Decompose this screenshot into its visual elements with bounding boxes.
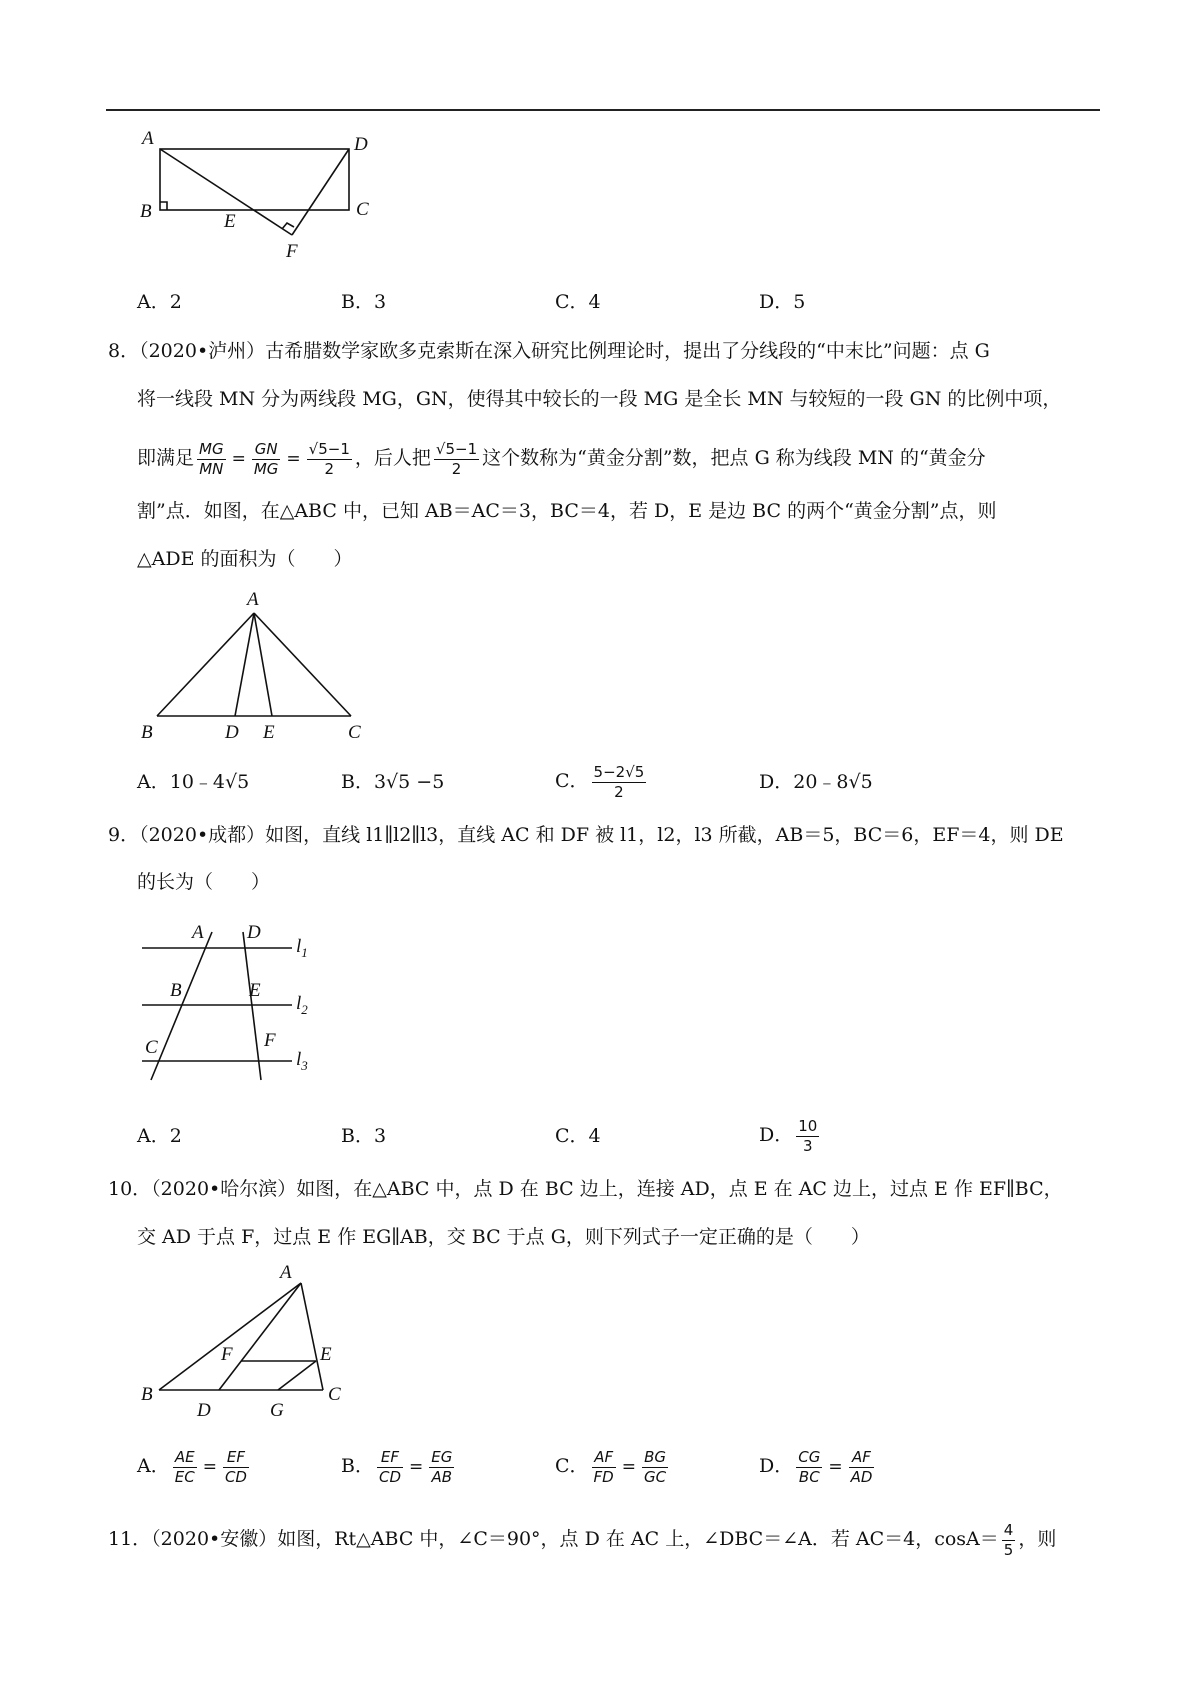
q10-label-F: F (221, 1344, 233, 1365)
q8-option-d[interactable]: D．20﹣8√5 (759, 771, 873, 793)
q10-option-a[interactable]: A． $\frac{AE}{EC}$ = $\frac{EF}{CD}$ (137, 1448, 247, 1486)
q10-label-E: E (320, 1344, 332, 1365)
q8-label-E: E (263, 722, 275, 741)
q10-line-1: 10．（2020•哈尔滨）如图，在△ABC 中，点 D 在 BC 边上，连接 AD，点 E 在 AC 边上，过点 E 作 EF∥BC， (108, 1178, 1063, 1200)
q10-option-b[interactable]: B． $\frac{EF}{CD}$ = $\frac{EG}{AB}$ (341, 1448, 453, 1486)
q7-label-A: A (142, 128, 154, 149)
q8-line-1: 8．（2020•泸州）古希腊数学家欧多克索斯在深入研究比例理论时，提出了分线段的“中末比”问题：点 G (108, 340, 990, 362)
q8-option-a[interactable]: A．10﹣4√5 (137, 771, 250, 793)
q8-label-D: D (225, 722, 239, 741)
q8-line-5: △ADE 的面积为（ ） (137, 548, 353, 570)
q9-label-E: E (249, 980, 261, 1001)
q10-label-G: G (270, 1400, 284, 1421)
q9-option-b[interactable]: B．3 (341, 1125, 387, 1147)
q9-label-B: B (170, 980, 182, 1001)
q10-label-A: A (280, 1262, 292, 1283)
q9-label-l2: $l_2$ (296, 993, 308, 1017)
q8-option-b[interactable]: B．3√5 −5 (341, 771, 445, 793)
q7-option-c[interactable]: C．4 (555, 291, 601, 313)
q10-label-D: D (197, 1400, 211, 1421)
q10-option-c[interactable]: C． $\frac{AF}{FD}$ = $\frac{BG}{GC}$ (555, 1448, 667, 1486)
q9-option-c[interactable]: C．4 (555, 1125, 601, 1147)
q10-label-B: B (141, 1384, 153, 1405)
q8-label-A: A (247, 589, 259, 610)
q9-line-1: 9．（2020•成都）如图，直线 l1∥l2∥l3，直线 AC 和 DF 被 l1，l2，l3 所截，AB＝5，BC＝6，EF＝4，则 DE (108, 824, 1064, 846)
q8-line-3: 即满足 $\frac{MG}{MN}$ = $\frac{GN}{MG}$ = $\frac{√5-1}{2}$ ，后人把 $\frac{√5-1}{2}$ 这个数称为“黄金分割”数，把点 G 称为线段 MN 的“黄金分 (137, 440, 986, 478)
q8-line-2: 将一线段 MN 分为两线段 MG，GN，使得其中较长的一段 MG 是全长 MN 与较短的一段 GN 的比例中项， (137, 388, 1062, 410)
q7-option-d[interactable]: D．5 (759, 291, 806, 313)
q7-option-b[interactable]: B．3 (341, 291, 387, 313)
q10-line-2: 交 AD 于点 F，过点 E 作 EG∥AB，交 BC 于点 G，则下列式子一定正确的是（ ） (137, 1226, 870, 1248)
q7-figure (136, 126, 396, 266)
q9-figure (132, 916, 332, 1086)
header-rule (106, 109, 1100, 111)
q10-option-d[interactable]: D． $\frac{CG}{BC}$ = $\frac{AF}{AD}$ (759, 1448, 873, 1486)
q7-label-C: C (356, 199, 369, 220)
q9-label-D: D (247, 922, 261, 943)
q10-label-C: C (328, 1384, 341, 1405)
q7-label-E: E (224, 211, 236, 232)
q9-line-2: 的长为（ ） (137, 871, 271, 893)
q8-label-B: B (141, 722, 153, 741)
q9-option-a[interactable]: A．2 (137, 1125, 182, 1147)
q9-label-A: A (192, 922, 204, 943)
q11-line-1: 11．（2020•安徽）如图，Rt△ABC 中，∠C＝90°，点 D 在 AC 上，∠DBC＝∠A．若 AC＝4，cosA＝ $\frac{4}{5}$ ，则 (108, 1521, 1057, 1559)
q8-label-C: C (348, 722, 361, 741)
q9-label-C: C (145, 1037, 158, 1058)
q7-label-B: B (140, 201, 152, 222)
q9-label-F: F (264, 1030, 276, 1051)
q8-figure (136, 586, 376, 741)
q10-figure (136, 1262, 366, 1422)
q8-line-4: 割”点．如图，在△ABC 中，已知 AB＝AC＝3，BC＝4，若 D，E 是边 BC 的两个“黄金分割”点，则 (137, 500, 997, 522)
q7-label-D: D (354, 134, 368, 155)
q9-label-l3: $l_3$ (296, 1049, 308, 1073)
q9-option-d[interactable]: D． $\frac{10}{3}$ (759, 1117, 818, 1155)
q7-label-F: F (286, 241, 298, 262)
q8-option-c[interactable]: C． $\frac{5-2√5}{2}$ (555, 763, 645, 801)
q9-label-l1: $l_1$ (296, 936, 308, 960)
q7-option-a[interactable]: A．2 (137, 291, 182, 313)
